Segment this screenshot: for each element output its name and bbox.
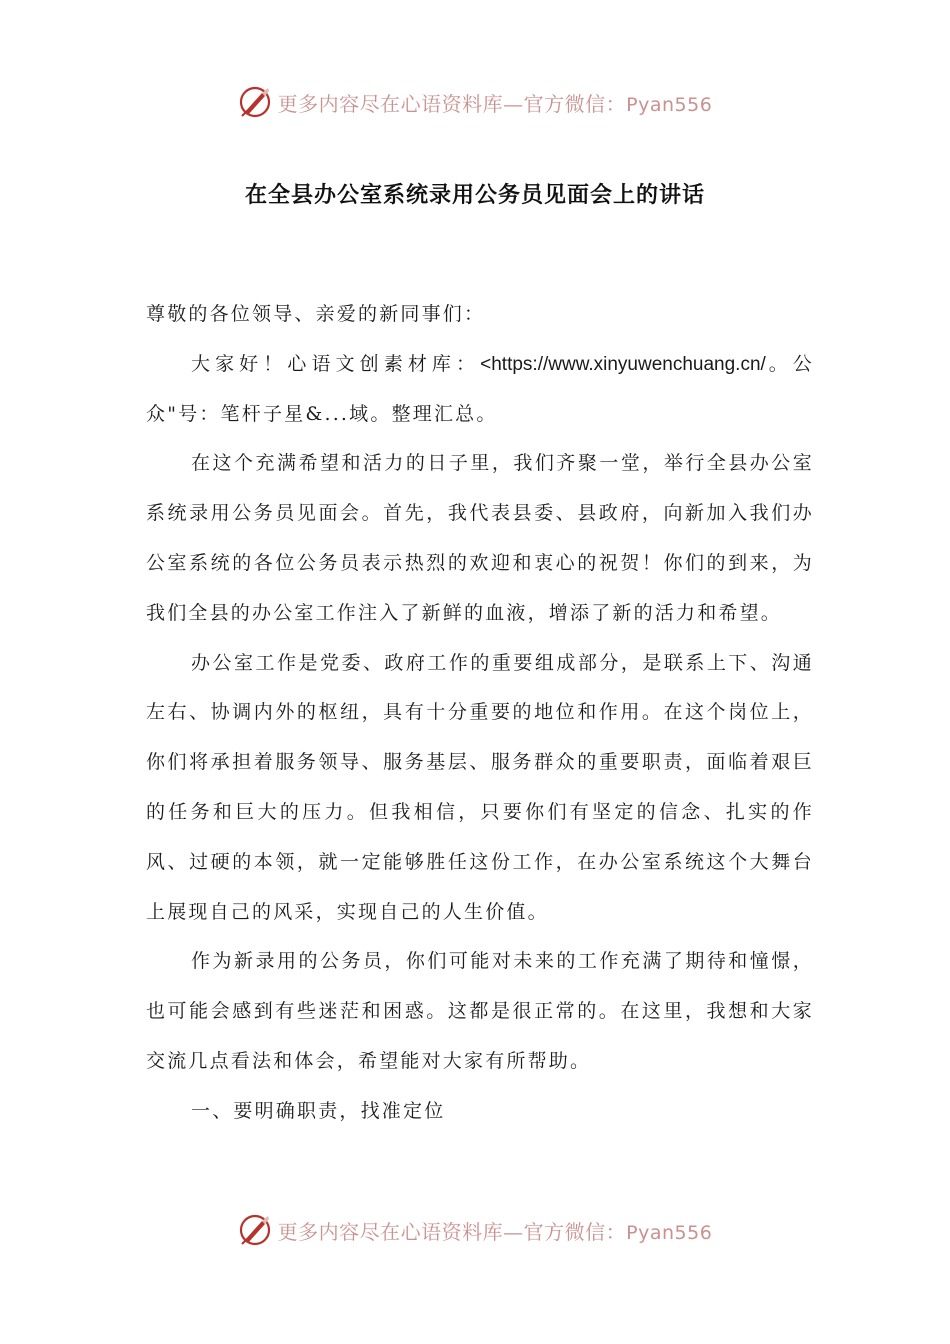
document-body [146, 290, 814, 1137]
wechat-handle: Pyan556 [626, 1221, 713, 1244]
header-banner-text: 更多内容尽在心语资料库—官方微信：Pyan556 [277, 91, 713, 116]
paragraph-welcome: 在这个充满希望和活力的日子里，我们齐聚一堂，举行全县办公室系统录用公务员见面会。首先，我代表县委、县政府，向新加入我们办公室系统的各位公务员表示热烈的欢迎和衷心的祝贺！你们的到来，为我们全县的办公室工作注入了新鲜的血液，增添了新的活力和希望。 [146, 452, 814, 624]
source-url: <https://www.xinyuwenchuang.cn/ [480, 353, 766, 375]
paragraph-office-role: 办公室工作是党委、政府工作的重要组成部分，是联系上下、沟通左右、协调内外的枢纽，具有十分重要的地位和作用。在这个岗位上，你们将承担着服务领导、服务基层、服务群众的重要职责，面临着艰巨的任务和巨大的压力。但我相信，只要你们有坚定的信念、扎实的作风、过硬的本领，就一定能够胜任这份工作，在办公室系统这个大舞台上展现自己的风采，实现自己的人生价值。 [146, 651, 814, 923]
document-title: 在全县办公室系统录用公务员见面会上的讲话 [244, 183, 705, 208]
paragraph-expectations: 作为新录用的公务员，你们可能对未来的工作充满了期待和憧憬，也可能会感到有些迷茫和困惑。这都是很正常的。在这里，我想和大家交流几点看法和体会，希望能对大家有所帮助。 [146, 950, 814, 1072]
salutation: 尊敬的各位领导、亲爱的新同事们： [146, 303, 486, 325]
header-banner [0, 82, 950, 122]
footer-banner-text: 更多内容尽在心语资料库—官方微信：Pyan556 [277, 1219, 713, 1244]
quill-pen-logo-icon [238, 1213, 272, 1247]
quill-pen-logo-icon [238, 85, 272, 119]
footer-banner [0, 1210, 950, 1250]
wechat-handle: Pyan556 [626, 93, 713, 116]
section-heading-1: 一、要明确职责，找准定位 [191, 1099, 446, 1122]
paragraph-intro: 大家好！心语文创素材库：<https://www.xinyuwenchuang.cn/。公众"号：笔杆子星&...域。整理汇总。 [146, 352, 814, 425]
